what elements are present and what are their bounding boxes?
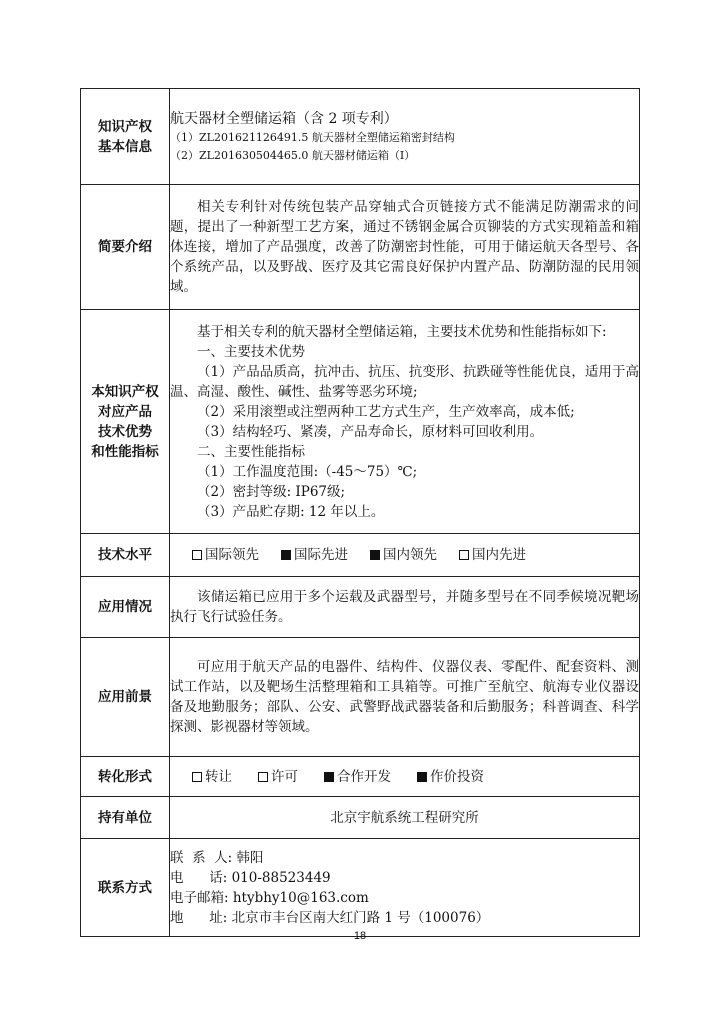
value-holder	[170, 797, 640, 839]
label-application-text: 应用情况	[98, 599, 152, 615]
option-transfer[interactable]	[192, 767, 232, 787]
page-number: 18	[353, 930, 367, 942]
value-contact	[170, 839, 640, 937]
value-tech-level	[170, 534, 640, 577]
performance-item-2: （2）密封等级: IP67级;	[197, 483, 346, 500]
advantages-intro: 基于相关专利的航天器材全塑储运箱，主要技术优势和性能指标如下:	[197, 323, 607, 340]
label-summary	[81, 185, 170, 310]
option-investment[interactable]	[417, 767, 484, 787]
patent-item-1: （1）ZL201621126491.5 航天器材全塑储运箱密封结构	[170, 130, 455, 144]
checkbox-icon[interactable]	[459, 550, 469, 560]
label-tech-level-text: 技术水平	[98, 547, 152, 563]
label-contact-text: 联系方式	[98, 879, 152, 896]
option-intl-leading[interactable]	[192, 545, 259, 565]
value-ip-info	[170, 89, 640, 185]
value-transfer	[170, 757, 640, 797]
label-prospect	[81, 638, 170, 757]
label-transfer	[81, 757, 170, 797]
checkbox-icon[interactable]	[258, 772, 268, 782]
label-ip-info	[81, 89, 170, 185]
option-domestic-advanced[interactable]	[459, 545, 526, 565]
option-label: 国内先进	[472, 547, 526, 563]
option-label: 合作开发	[337, 768, 391, 785]
advantage-item-1: （1）产品品质高，抗冲击、抗压、抗变形、抗跌碰等性能优良，适用于高温、高湿、酸性、碱性、盐雾等恶劣环境;	[170, 363, 639, 400]
checkbox-icon[interactable]	[192, 550, 202, 560]
option-label: 转让	[205, 768, 232, 785]
row-tech-level	[81, 534, 640, 577]
option-domestic-leading[interactable]	[370, 545, 437, 565]
contact-phone: 电 话: 010-88523449	[170, 869, 331, 886]
option-label: 国际先进	[294, 547, 348, 563]
summary-text: 相关专利针对传统包装产品穿轴式合页链接方式不能满足防潮需求的问题，提出了一种新型工艺方案，通过不锈钢金属合页铆装的方式实现箱盖和箱体连接，增加了产品强度，改善了防潮密封性能，可用于储运航天各型号、各个系统产品，以及野战、医疗及其它需良好保护内置产品、防潮防湿的民用领域。	[170, 199, 639, 295]
checkbox-checked-icon[interactable]	[417, 772, 427, 782]
application-text: 该储运箱已应用于多个运载及武器型号，并随多型号在不同季候境况靶场执行飞行试验任务。	[170, 589, 639, 625]
row-advantages	[81, 310, 640, 534]
holder-name: 北京宇航系统工程研究所	[330, 809, 479, 826]
value-prospect	[170, 638, 640, 757]
value-application	[170, 577, 640, 638]
checkbox-checked-icon[interactable]	[281, 550, 291, 560]
option-cooperation[interactable]	[324, 767, 391, 787]
contact-address: 地 址: 北京市丰台区南大红门路 1 号（100076）	[170, 909, 490, 926]
patent-group-title: 航天器材全塑储运箱（含 2 项专利）	[170, 110, 398, 127]
option-label: 国际领先	[205, 547, 259, 563]
patent-info-table	[80, 88, 640, 937]
checkbox-checked-icon[interactable]	[324, 772, 334, 782]
value-advantages	[170, 310, 640, 534]
label-advantages	[81, 310, 170, 534]
patent-item-2: （2）ZL201630504465.0 航天器材储运箱（Ⅰ）	[170, 148, 416, 162]
row-prospect	[81, 638, 640, 757]
checkbox-checked-icon[interactable]	[370, 550, 380, 560]
label-contact	[81, 839, 170, 937]
label-holder-text: 持有单位	[98, 809, 152, 826]
option-label: 许可	[271, 768, 298, 785]
advantages-section-2: 二、主要性能指标	[197, 443, 305, 460]
label-advantages-text: 本知识产权 对应产品 技术优势 和性能指标	[91, 383, 159, 460]
option-license[interactable]	[258, 767, 298, 787]
label-summary-text: 简要介绍	[98, 239, 152, 255]
performance-item-3: （3）产品贮存期: 12 年以上。	[197, 503, 385, 520]
checkbox-icon[interactable]	[192, 772, 202, 782]
label-holder	[81, 797, 170, 839]
option-label: 作价投资	[430, 768, 484, 785]
row-contact	[81, 839, 640, 937]
option-intl-advanced[interactable]	[281, 545, 348, 565]
row-summary	[81, 185, 640, 310]
label-prospect-text: 应用前景	[98, 689, 152, 705]
label-transfer-text: 转化形式	[98, 768, 152, 785]
option-label: 国内领先	[383, 547, 437, 563]
contact-person: 联 系 人: 韩阳	[170, 849, 264, 866]
row-holder	[81, 797, 640, 839]
advantages-section-1: 一、主要技术优势	[197, 343, 305, 360]
row-application	[81, 577, 640, 638]
advantage-item-3: （3）结构轻巧、紧凑，产品寿命长，原材料可回收利用。	[197, 423, 544, 440]
advantage-item-2: （2）采用滚塑或注塑两种工艺方式生产，生产效率高，成本低;	[197, 403, 575, 420]
row-transfer	[81, 757, 640, 797]
row-ip-info	[81, 89, 640, 185]
prospect-text: 可应用于航天产品的电器件、结构件、仪器仪表、零配件、配套资料、测试工作站，以及靶场生活整理箱和工具箱等。可推广至航空、航海专业仪器设备及地勤服务；部队、公安、武警野战武器装备和后勤服务；科普调查、科学探测、影视器材等领域。	[170, 659, 639, 735]
label-ip-info-text: 知识产权 基本信息	[98, 118, 152, 155]
transfer-options	[170, 767, 639, 787]
label-application	[81, 577, 170, 638]
performance-item-1: （1）工作温度范围:（-45～75）℃;	[197, 463, 418, 480]
tech-level-options	[170, 545, 639, 565]
value-summary	[170, 185, 640, 310]
label-tech-level	[81, 534, 170, 577]
contact-email[interactable]: 电子邮箱: htybhy10@163.com	[170, 889, 369, 906]
